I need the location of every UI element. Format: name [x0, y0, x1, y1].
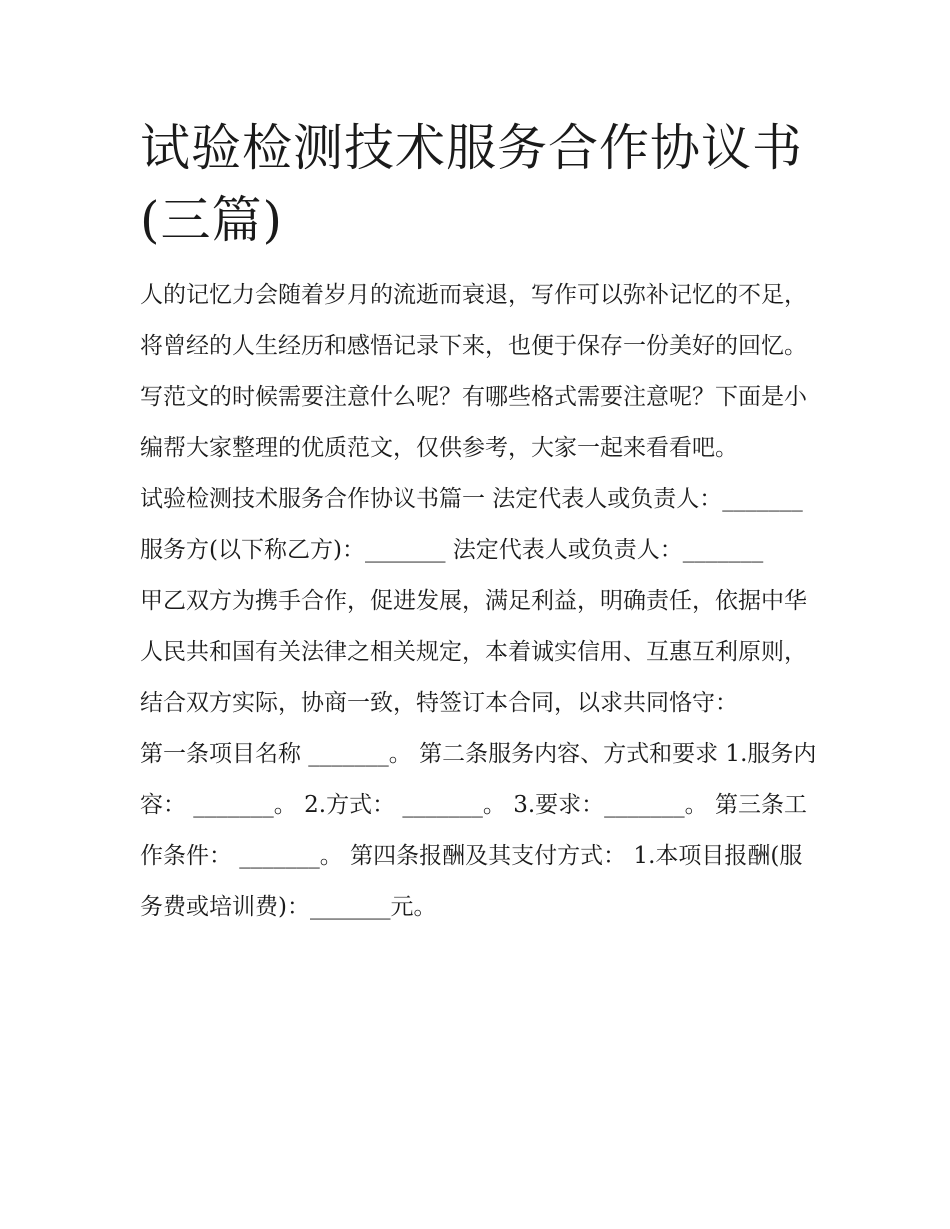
- intro-paragraph: 人的记忆力会随着岁月的流逝而衰退，写作可以弥补记忆的不足，将曾经的人生经历和感悟记录下来，也便于保存一份美好的回忆。写范文的时候需要注意什么呢？有哪些格式需要注意呢？下面是小编帮大家整理的优质范文，仅供参考，大家一起来看看吧。: [140, 282, 807, 461]
- agreement-preamble-paragraph: 甲乙双方为携手合作，促进发展，满足利益，明确责任，依据中华人民共和国有关法律之相关规定，本着诚实信用、互惠互利原则，结合双方实际，协商一致，特签订本合同，以求共同恪守：: [140, 588, 807, 716]
- party-info-paragraph: 试验检测技术服务合作协议书篇一 法定代表人或负责人：_______ 服务方(以下称乙方)：_______ 法定代表人或负责人：_______: [140, 486, 803, 563]
- document-title: 试验检测技术服务合作协议书(三篇): [140, 119, 803, 249]
- document-page: [140, 112, 820, 933]
- contract-clauses-paragraph: 第一条项目名称 _______。 第二条服务内容、方式和要求 1.服务内容： _______。 2.方式： _______。 3.要求：_______。 第三条工作条件： _______。 第四条报酬及其支付方式： 1.本项目报酬(服务费或培训费)：_______元。: [140, 741, 817, 920]
